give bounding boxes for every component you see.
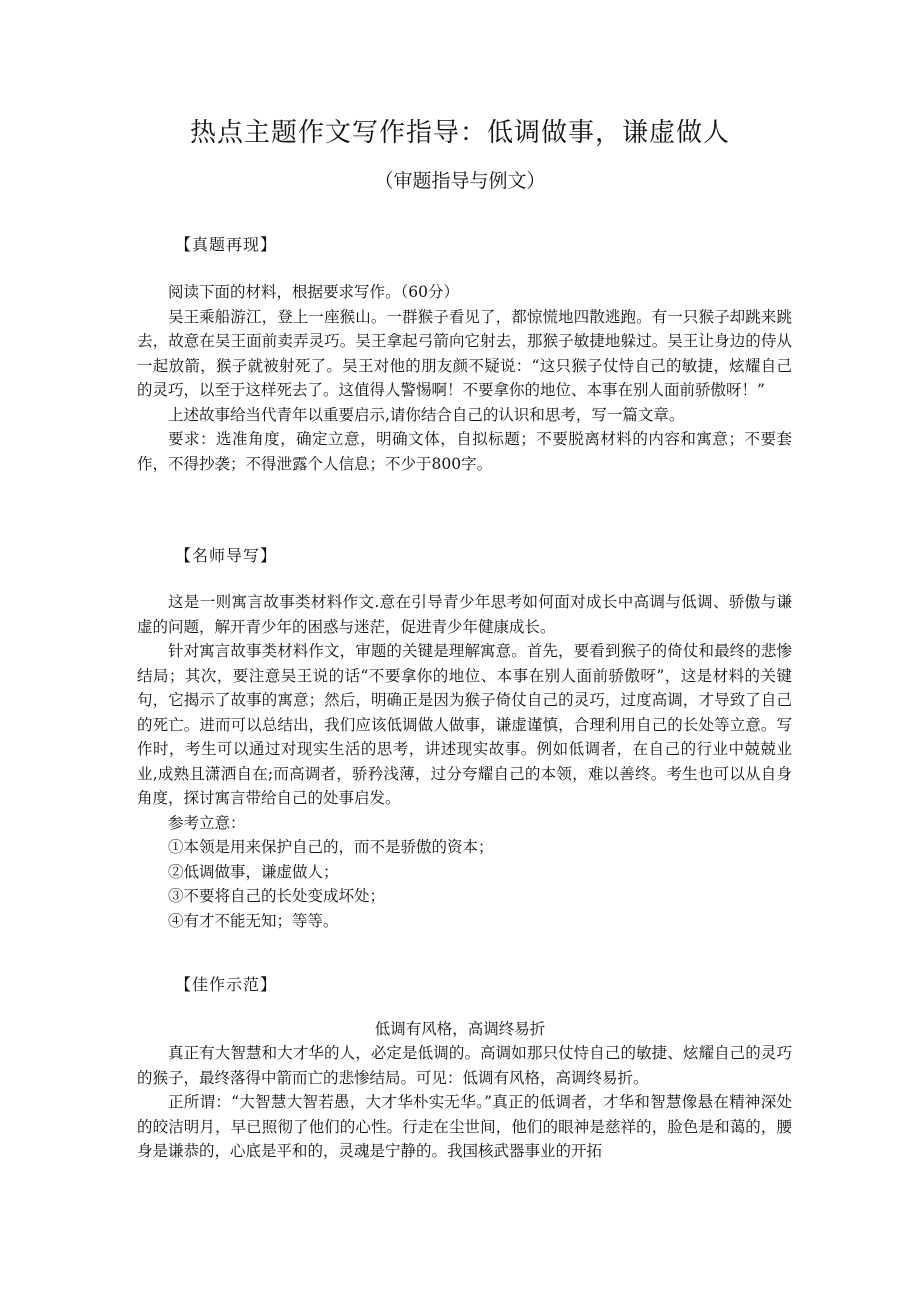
section-heading-real-question: 【真题再现】 xyxy=(175,235,278,254)
essay-paragraph: 正所谓：“大智慧大智若愚，大才华朴实无华。”真正的低调者，才华和智慧像悬在精神深处的皎洁明月，早已照彻了他们的心性。行走在尘世间，他们的眼神是慈祥的，脸色是和蔼的，腰身是谦恭的，心底是平和的，灵魂是宁静的。我国核武器事业的开拓 xyxy=(137,1093,792,1160)
requirements-paragraph: 要求：选准角度，确定立意，明确文体，自拟标题；不要脱离材料的内容和寓意；不要套作，不得抄袭；不得泄露个人信息；不少于800字。 xyxy=(137,430,792,473)
section-heading-teacher-guide: 【名师导写】 xyxy=(175,546,278,565)
story-paragraph: 吴王乘船游江，登上一座猴山。一群猴子看见了，都惊慌地四散逃跑。有一只猴子却跳来跳去，故意在吴王面前卖弄灵巧。吴王拿起弓箭向它射去，那猴子敏捷地躲过。吴王让身边的侍从一起放箭，猴子就被射死了。吴王对他的朋友颜不疑说：“这只猴子仗恃自己的敏捷，炫耀自己的灵巧，以至于这样死去了。这值得人警惕啊！不要拿你的地位、本事在别人面前骄傲呀！” xyxy=(137,307,792,399)
document-title: 热点主题作文写作指导：低调做事，谦虚做人 xyxy=(189,118,730,148)
section-heading-model-essay: 【佳作示范】 xyxy=(175,975,278,994)
reference-theme-item: ③不要将自己的长处变成坏处； xyxy=(168,887,386,905)
prompt-paragraph: 上述故事给当代青年以重要启示,请你结合自己的认识和思考，写一篇文章。 xyxy=(168,405,685,424)
reference-theme-label: 参考立意： xyxy=(168,813,246,832)
reference-theme-item: ④有才不能无知；等等。 xyxy=(168,911,339,930)
guide-paragraph: 针对寓言故事类材料作文，审题的关键是理解寓意。首先，要看到猴子的倚仗和最终的悲惨结局；其次，要注意吴王说的话“不要拿你的地位、本事在别人面前骄傲呀”，这是材料的关键句，它揭示了故事的寓意；然后，明确正是因为猴子倚仗自己的灵巧，过度高调，才导致了自己的死亡。进而可以总结出，我们应该低调做人做事，谦虚谨慎，合理利用自己的长处等立意。写作时，考生可以通过对现实生活的思考，讲述现实故事。例如低调者，在自己的行业中兢兢业业,成熟且潇洒自在;而高调者，骄矜浅薄，过分夸耀自己的本领，难以善终。考生也可以从自身角度，探讨寓言带给自己的处事启发。 xyxy=(137,642,792,807)
document-subtitle: （审题指导与例文） xyxy=(374,170,546,192)
section-real-question xyxy=(137,280,792,476)
model-essay xyxy=(137,1041,792,1164)
guide-paragraph: 这是一则寓言故事类材料作文.意在引导青少年思考如何面对成长中高调与低调、骄傲与谦虚的问题，解开青少年的困惑与迷茫，促进青少年健康成长。 xyxy=(137,593,792,636)
prompt-instruction: 阅读下面的材料，根据要求写作。（60分） xyxy=(168,283,459,301)
reference-theme-item: ②低调做事，谦虚做人； xyxy=(168,862,339,881)
essay-title: 低调有风格，高调终易折 xyxy=(374,1020,546,1038)
essay-paragraph: 真正有大智慧和大才华的人，必定是低调的。高调如那只仗恃自己的敏捷、炫耀自己的灵巧的猴子，最终落得中箭而亡的悲惨结局。可见：低调有风格，高调终易折。 xyxy=(137,1044,792,1087)
reference-theme-item: ①本领是用来保护自己的，而不是骄傲的资本； xyxy=(168,838,494,856)
section-teacher-guide xyxy=(137,590,792,933)
